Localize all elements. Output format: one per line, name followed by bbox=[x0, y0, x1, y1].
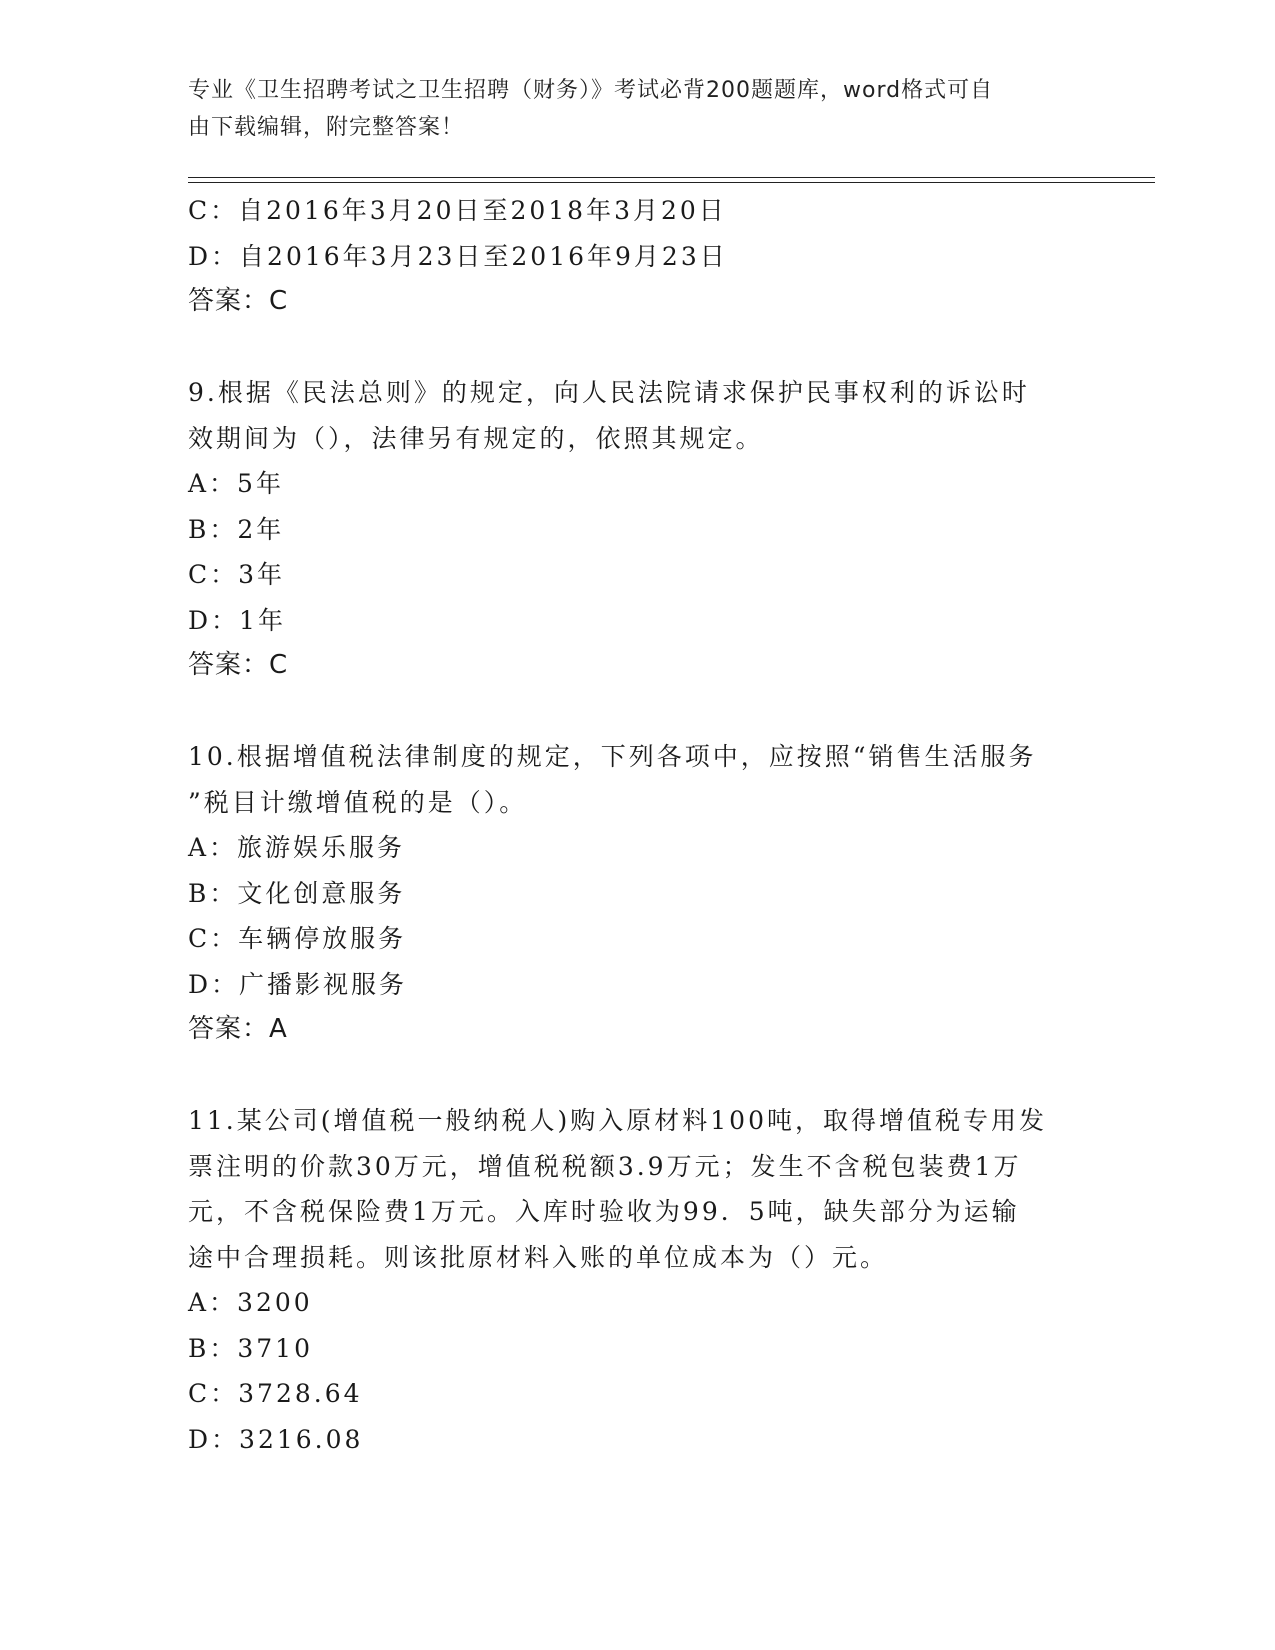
q11-stem-line-2: 票注明的价款30万元，增值税税额3.9万元；发生不含税包装费1万 bbox=[188, 1151, 1022, 1181]
q8-option-c: C：自2016年3月20日至2018年3月20日 bbox=[188, 196, 727, 225]
q11-option-b: B：3710 bbox=[188, 1333, 313, 1363]
q10-option-c: C：车辆停放服务 bbox=[188, 924, 407, 953]
q9-option-d: D：1年 bbox=[188, 605, 286, 635]
q10-option-b: B：文化创意服务 bbox=[188, 878, 406, 908]
q11-stem-line-1: 11.某公司(增值税一般纳税人)购入原材料100吨，取得增值税专用发 bbox=[188, 1106, 1047, 1135]
question-content bbox=[188, 188, 1088, 1462]
question-9 bbox=[188, 370, 1088, 689]
spacer bbox=[188, 689, 1088, 735]
q10-stem-line-2: ”税目计缴增值税的是（）。 bbox=[188, 787, 528, 817]
q10-option-a: A：旅游娱乐服务 bbox=[188, 833, 406, 862]
question-11 bbox=[188, 1098, 1088, 1462]
header-line-1: 专业《卫生招聘考试之卫生招聘（财务）》考试必背200题题库，word格式可自 bbox=[188, 78, 994, 103]
header-divider-top bbox=[188, 177, 1155, 178]
q11-option-c: C：3728.64 bbox=[188, 1379, 363, 1408]
header-divider-bottom bbox=[188, 182, 1155, 183]
q10-answer: 答案：A bbox=[188, 1014, 288, 1044]
q11-stem-line-4: 途中合理损耗。则该批原材料入账的单位成本为（）元。 bbox=[188, 1242, 889, 1272]
spacer bbox=[188, 325, 1088, 371]
spacer bbox=[188, 1053, 1088, 1099]
header-line-2: 由下载编辑，附完整答案！ bbox=[188, 115, 465, 140]
question-10 bbox=[188, 734, 1088, 1053]
q8-answer: 答案：C bbox=[188, 286, 289, 316]
q9-option-c: C：3年 bbox=[188, 560, 286, 589]
q9-option-b: B：2年 bbox=[188, 514, 285, 544]
document-header bbox=[188, 72, 1068, 146]
q8-option-d: D：自2016年3月23日至2016年9月23日 bbox=[188, 241, 728, 271]
q11-option-a: A：3200 bbox=[188, 1288, 313, 1317]
q11-stem-line-3: 元，不含税保险费1万元。入库时验收为99．5吨，缺失部分为运输 bbox=[188, 1197, 1020, 1226]
q10-stem-line-1: 10.根据增值税法律制度的规定，下列各项中，应按照“销售生活服务 bbox=[188, 742, 1037, 771]
q9-stem-line-1: 9.根据《民法总则》的规定，向人民法院请求保护民事权利的诉讼时 bbox=[188, 378, 1030, 407]
q9-answer: 答案：C bbox=[188, 650, 289, 680]
q9-stem-line-2: 效期间为（），法律另有规定的，依照其规定。 bbox=[188, 423, 764, 453]
q11-option-d: D：3216.08 bbox=[188, 1424, 364, 1454]
q10-option-d: D：广播影视服务 bbox=[188, 969, 408, 999]
question-8-tail bbox=[188, 188, 1088, 325]
q9-option-a: A：5年 bbox=[188, 469, 284, 498]
